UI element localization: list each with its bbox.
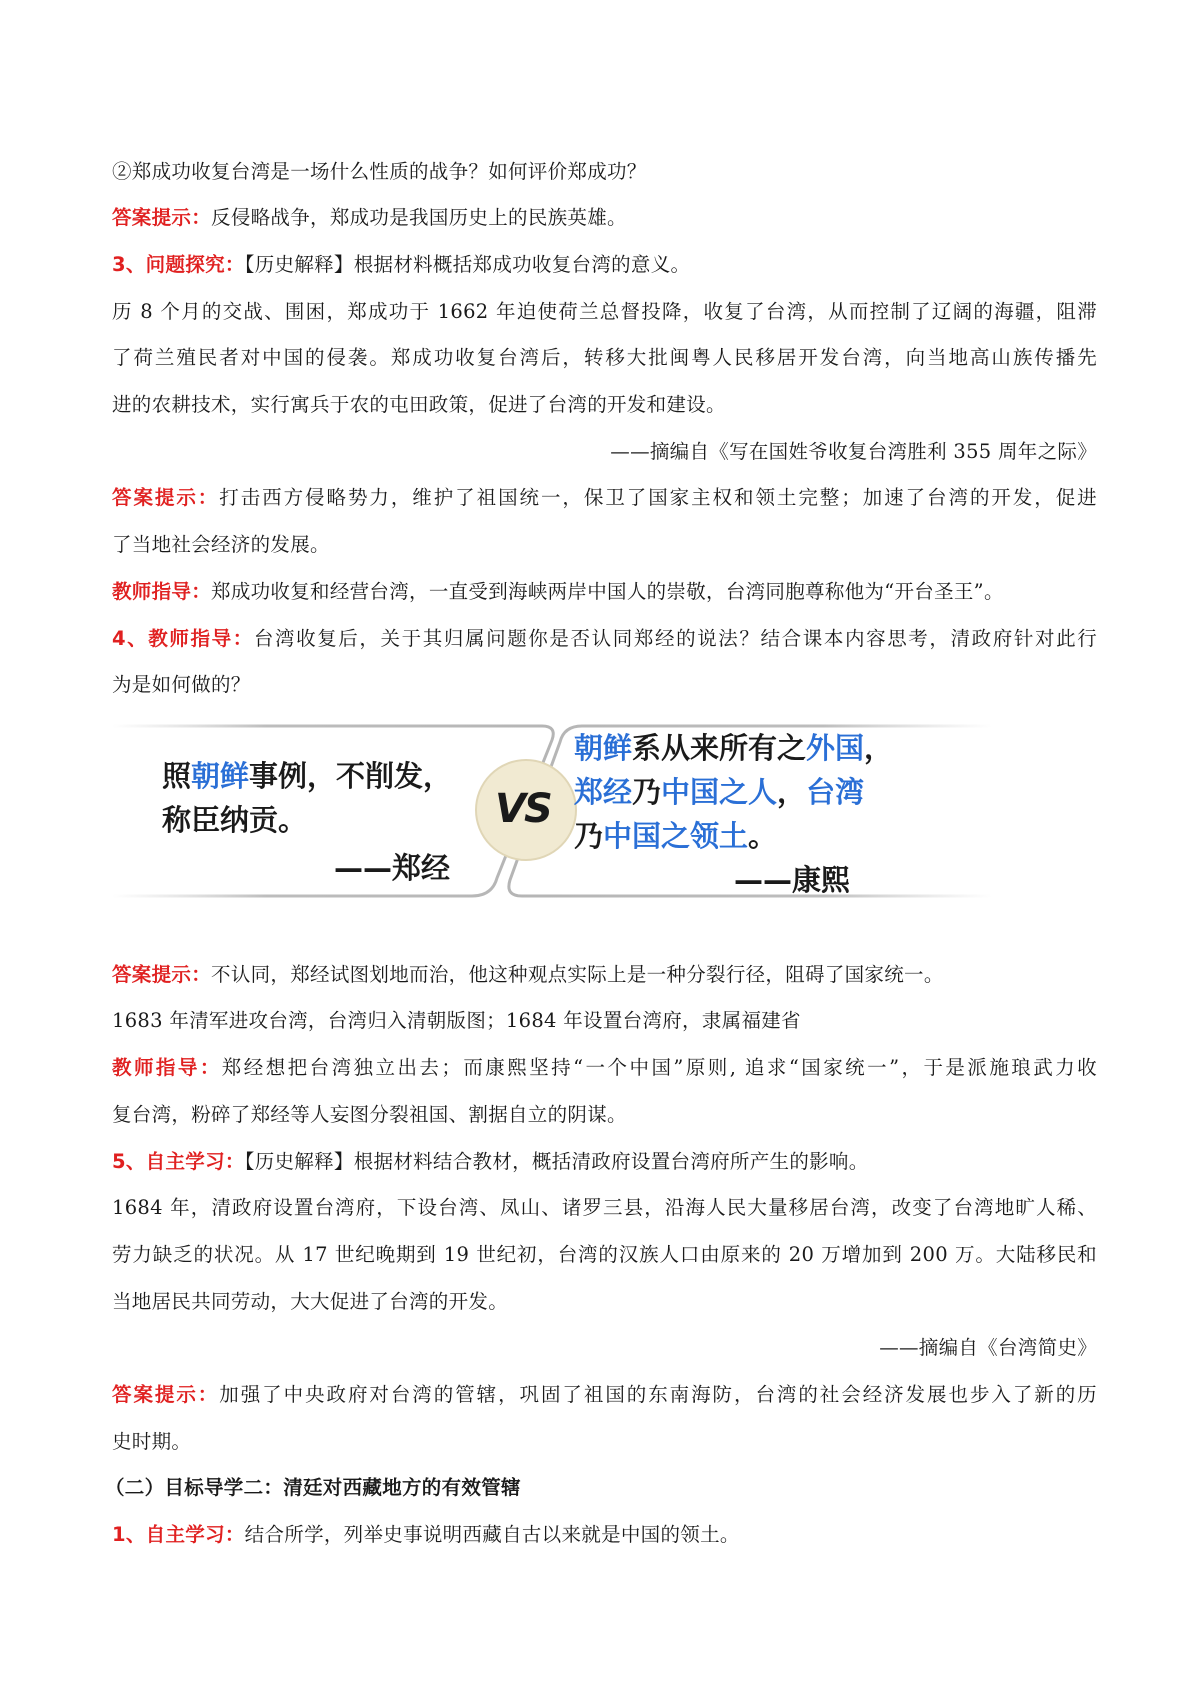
answer-text: 加强了中央政府对台湾的管辖，巩固了祖国的东南海防，台湾的社会经济发展也步入了新的历 bbox=[219, 1383, 1097, 1406]
answer-label: 答案提示： bbox=[112, 1383, 220, 1406]
question-text: 结合所学，列举史事说明西藏自古以来就是中国的领土。 bbox=[244, 1523, 740, 1546]
answer-hint-4 bbox=[112, 1380, 1097, 1410]
zheng-jing-quote-line-1: 照朝鲜事例，不削发， bbox=[162, 759, 453, 793]
material-2-source: ——摘编自《台湾简史》 bbox=[879, 1336, 1097, 1359]
question-4 bbox=[112, 624, 1097, 654]
answer-hint-2-line-2: 了当地社会经济的发展。 bbox=[112, 533, 330, 556]
kangxi-quote-line-1: 朝鲜系从来所有之外国， bbox=[574, 731, 894, 765]
teacher-label: 教师指导： bbox=[112, 580, 212, 603]
teacher-label: 教师指导： bbox=[112, 1056, 222, 1079]
zheng-jing-quote bbox=[162, 754, 452, 842]
material-1-source: ——摘编自《写在国姓爷收复台湾胜利 355 周年之际》 bbox=[610, 440, 1097, 463]
answer-hint-2 bbox=[112, 483, 1097, 513]
question-text: 台湾收复后，关于其归属问题你是否认同郑经的说法？结合课本内容思考，清政府针对此行 bbox=[253, 627, 1097, 650]
answer-hint-1 bbox=[112, 203, 1097, 233]
vs-comparison-figure bbox=[112, 718, 992, 913]
question-label: 5、自主学习： bbox=[112, 1150, 245, 1173]
answer-label: 答案提示： bbox=[112, 206, 212, 229]
kangxi-quote-line-2: 郑经乃中国之人，台湾 bbox=[574, 775, 865, 809]
section-2-heading: （二）目标导学二：清廷对西藏地方的有效管辖 bbox=[105, 1476, 521, 1499]
kangxi-quote-line-3: 乃中国之领土。 bbox=[574, 819, 778, 853]
material-1-line-3: 进的农耕技术，实行寓兵于农的屯田政策，促进了台湾的开发和建设。 bbox=[112, 393, 726, 416]
question-5 bbox=[112, 1147, 1097, 1177]
material-2-line-1: 1684 年，清政府设置台湾府，下设台湾、凤山、诸罗三县，沿海人民大量移居台湾，改变了台湾地旷人稀、 bbox=[112, 1196, 1097, 1219]
teacher-text: 郑成功收复和经营台湾，一直受到海峡两岸中国人的崇敬，台湾同胞尊称他为“开台圣王”。 bbox=[211, 580, 1004, 603]
answer-text: 打击西方侵略势力，维护了祖国统一，保卫了国家主权和领土完整；加速了台湾的开发，促进 bbox=[219, 486, 1097, 509]
zheng-jing-attribution: ——郑经 bbox=[334, 851, 451, 885]
material-2-line-3: 当地居民共同劳动，大大促进了台湾的开发。 bbox=[112, 1290, 509, 1313]
question-3 bbox=[112, 250, 1097, 280]
question-label: 4、教师指导： bbox=[112, 627, 254, 650]
material-1-line-2: 了荷兰殖民者对中国的侵袭。郑成功收复台湾后，转移大批闽粤人民移居开发台湾，向当地高山族传播先 bbox=[112, 346, 1097, 369]
question-text: 【历史解释】根据材料结合教材，概括清政府设置台湾府所产生的影响。 bbox=[244, 1150, 869, 1173]
zheng-jing-quote-line-2: 称臣纳贡。 bbox=[162, 803, 308, 837]
study-task-1 bbox=[112, 1520, 1097, 1550]
question-label: 3、问题探究： bbox=[112, 253, 245, 276]
answer-hint-4-line-2: 史时期。 bbox=[112, 1430, 192, 1453]
question-2 bbox=[112, 157, 1097, 187]
material-1-line-1: 历 8 个月的交战、围困，郑成功于 1662 年迫使荷兰总督投降，收复了台湾，从而控制了辽阔的海疆，阻滞 bbox=[112, 300, 1097, 323]
teacher-guide-2 bbox=[112, 1053, 1097, 1083]
teacher-guide-1 bbox=[112, 577, 1097, 607]
question-text: 【历史解释】根据材料概括郑成功收复台湾的意义。 bbox=[244, 253, 691, 276]
answer-text: 反侵略战争，郑成功是我国历史上的民族英雄。 bbox=[211, 206, 627, 229]
kangxi-attribution: ——康熙 bbox=[734, 863, 851, 897]
material-2-line-2: 劳力缺乏的状况。从 17 世纪晚期到 19 世纪初，台湾的汉族人口由原来的 20 万增加到 200 万。大陆移民和 bbox=[112, 1243, 1097, 1266]
answer-text: 不认同，郑经试图划地而治，他这种观点实际上是一种分裂行径，阻碍了国家统一。 bbox=[211, 963, 944, 986]
answer-label: 答案提示： bbox=[112, 486, 220, 509]
historical-fact: 1683 年清军进攻台湾，台湾归入清朝版图；1684 年设置台湾府，隶属福建省 bbox=[112, 1009, 801, 1032]
question-4-line-2: 为是如何做的？ bbox=[112, 673, 251, 696]
question-label: 1、自主学习： bbox=[112, 1523, 245, 1546]
teacher-text: 郑经想把台湾独立出去；而康熙坚持“一个中国”原则, 追求“国家统一”，于是派施琅武力收 bbox=[221, 1056, 1097, 1079]
teacher-guide-2-line-2: 复台湾，粉碎了郑经等人妄图分裂祖国、割据自立的阴谋。 bbox=[112, 1103, 627, 1126]
kangxi-quote bbox=[574, 726, 893, 858]
vs-label: VS bbox=[495, 786, 551, 832]
question-2-text: ②郑成功收复台湾是一场什么性质的战争？如何评价郑成功？ bbox=[112, 160, 647, 183]
answer-hint-3 bbox=[112, 960, 1097, 990]
answer-label: 答案提示： bbox=[112, 963, 212, 986]
